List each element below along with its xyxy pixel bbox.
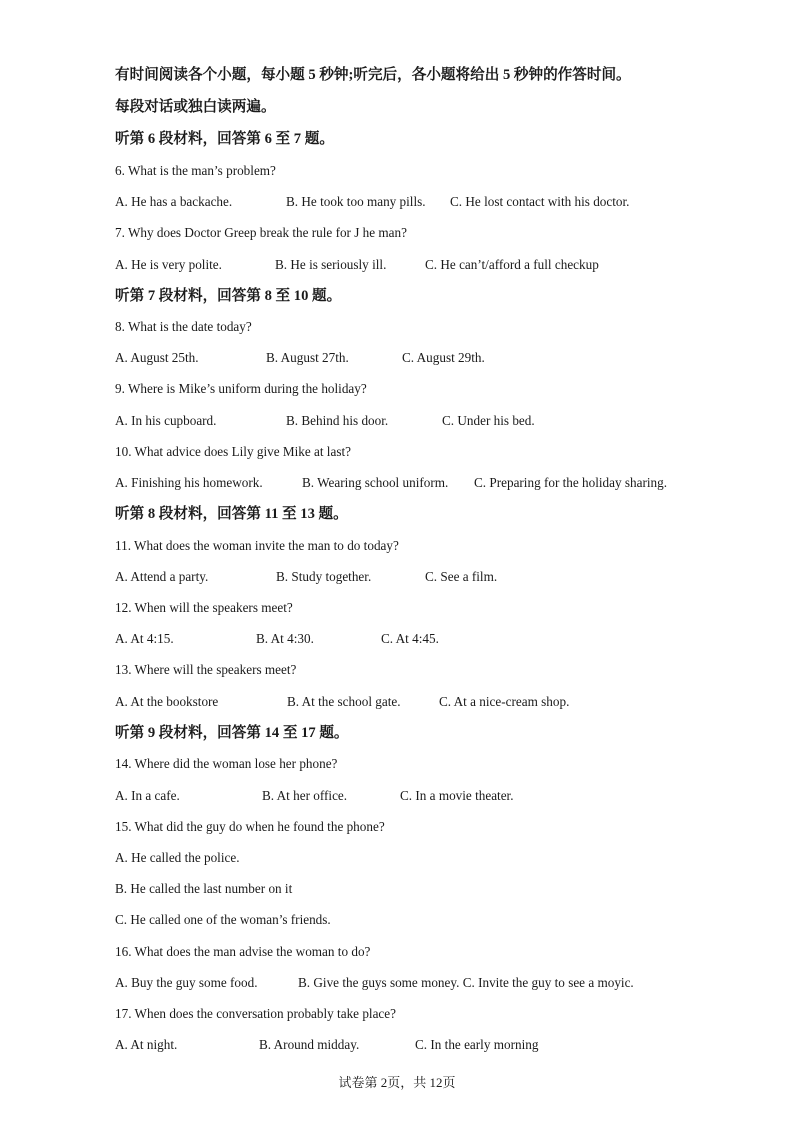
- section-heading: 听第 7 段材料，回答第 8 至 10 题。: [115, 288, 342, 304]
- question-stem: 13. Where will the speakers meet?: [115, 662, 297, 677]
- options-row: [115, 412, 715, 430]
- instructions-line-2: 每段对话或独白读两遍。: [115, 99, 276, 115]
- option-a: A. He called the police.: [115, 850, 240, 865]
- option-b: B. Around midday.: [259, 1037, 360, 1052]
- question-stem: 16. What does the man advise the woman to do?: [115, 944, 371, 959]
- option-c: C. He can’t/afford a full checkup: [425, 257, 599, 272]
- option-b: B. He is seriously ill.: [275, 257, 387, 272]
- option-b: B. Study together.: [276, 569, 372, 584]
- option-c: C. In a movie theater.: [400, 788, 514, 803]
- option-c: C. At 4:45.: [381, 631, 439, 646]
- question-stem: 9. Where is Mike’s uniform during the holiday?: [115, 381, 367, 396]
- option-b: B. He took too many pills.: [286, 194, 426, 209]
- option-c: C. He called one of the woman’s friends.: [115, 912, 331, 927]
- options-row: [115, 974, 715, 992]
- options-row: [115, 256, 715, 274]
- option-a: A. Attend a party.: [115, 569, 209, 584]
- options-row: [115, 193, 715, 211]
- question-stem: 10. What advice does Lily give Mike at last?: [115, 444, 351, 459]
- options-row: [115, 1036, 715, 1054]
- option-c: C. In the early morning: [415, 1037, 539, 1052]
- options-row: [115, 787, 715, 805]
- options-row: [115, 693, 715, 711]
- option-a: A. At night.: [115, 1037, 178, 1052]
- options-row: [115, 568, 715, 586]
- option-a: A. At the bookstore: [115, 694, 219, 709]
- option-a: A. Buy the guy some food.: [115, 975, 258, 990]
- question-stem: 7. Why does Doctor Greep break the rule for J he man?: [115, 225, 407, 240]
- options-row: [115, 630, 715, 648]
- question-stem: 12. When will the speakers meet?: [115, 600, 293, 615]
- instructions-line-1: 有时间阅读各个小题，每小题 5 秒钟;听完后，各小题将给出 5 秒钟的作答时间。: [115, 67, 631, 83]
- option-b-and-c: B. Give the guys some money. C. Invite the guy to see a moyic.: [298, 975, 634, 990]
- option-a: A. He has a backache.: [115, 194, 233, 209]
- option-b: B. At the school gate.: [287, 694, 401, 709]
- option-c: C. See a film.: [425, 569, 498, 584]
- option-a: A. At 4:15.: [115, 631, 174, 646]
- option-b: B. Wearing school uniform.: [302, 475, 449, 490]
- option-a: A. In a cafe.: [115, 788, 180, 803]
- option-a: A. In his cupboard.: [115, 413, 217, 428]
- option-b: B. Behind his door.: [286, 413, 389, 428]
- option-b: B. At her office.: [262, 788, 348, 803]
- option-b: B. August 27th.: [266, 350, 349, 365]
- option-c: C. He lost contact with his doctor.: [450, 194, 630, 209]
- option-b: B. He called the last number on it: [115, 881, 293, 896]
- question-stem: 11. What does the woman invite the man to do today?: [115, 538, 399, 553]
- option-a: A. He is very polite.: [115, 257, 222, 272]
- option-a: A. Finishing his homework.: [115, 475, 263, 490]
- option-b: B. At 4:30.: [256, 631, 314, 646]
- question-stem: 17. When does the conversation probably take place?: [115, 1006, 396, 1021]
- option-c: C. Under his bed.: [442, 413, 535, 428]
- question-stem: 15. What did the guy do when he found the phone?: [115, 819, 385, 834]
- option-a: A. August 25th.: [115, 350, 199, 365]
- options-row: [115, 349, 715, 367]
- options-row: [115, 474, 715, 492]
- page-number-footer: 试卷第 2页，共 12页: [338, 1075, 456, 1090]
- option-c: C. At a nice-cream shop.: [439, 694, 570, 709]
- section-heading: 听第 6 段材料，回答第 6 至 7 题。: [115, 131, 334, 147]
- question-stem: 6. What is the man’s problem?: [115, 163, 276, 178]
- option-c: C. Preparing for the holiday sharing.: [474, 475, 668, 490]
- section-heading: 听第 9 段材料，回答第 14 至 17 题。: [115, 725, 349, 741]
- question-stem: 8. What is the date today?: [115, 319, 252, 334]
- option-c: C. August 29th.: [402, 350, 485, 365]
- section-heading: 听第 8 段材料，回答第 11 至 13 题。: [115, 506, 348, 522]
- question-stem: 14. Where did the woman lose her phone?: [115, 756, 338, 771]
